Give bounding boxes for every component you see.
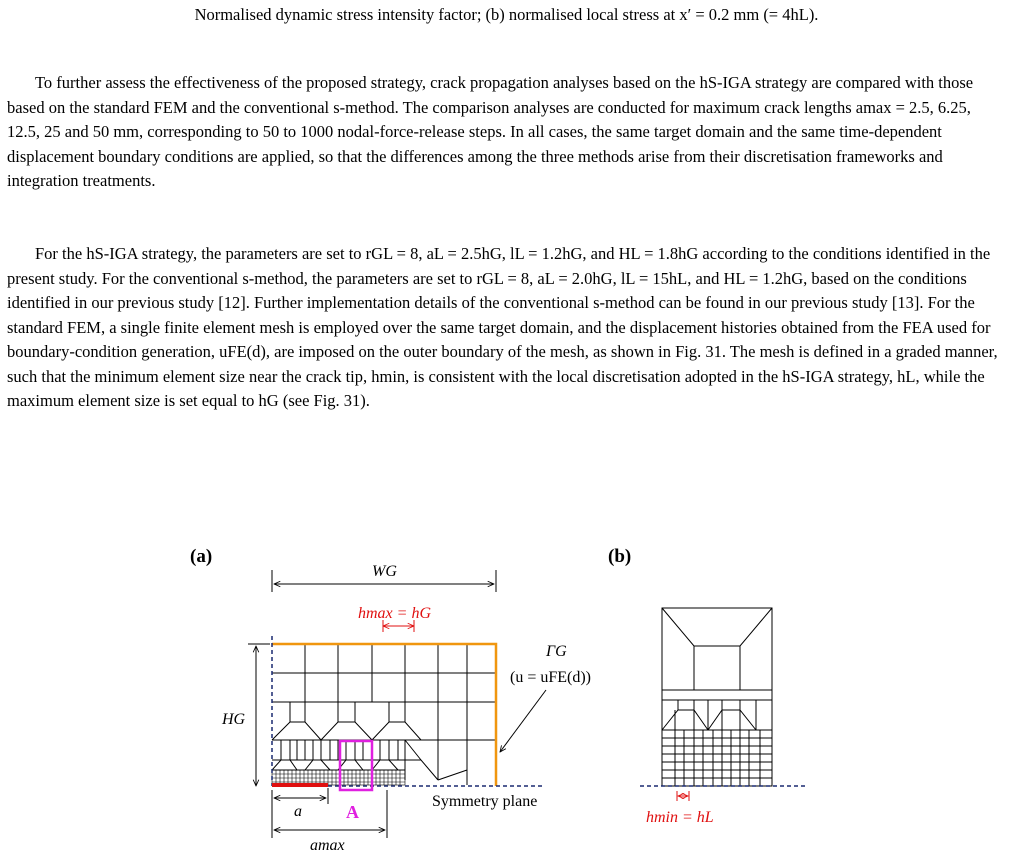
outer-boundary bbox=[272, 644, 496, 786]
figure-caption-tail bbox=[0, 4, 1013, 26]
paragraph-1-text: To further assess the effectiveness of the proposed strategy, crack propagation analyses based on the hS-IGA strategy are compared with those based on the standard FEM and the conventional s-method. The comparison analyses are conducted for maximum crack lengths amax = 2.5, 6.25, 12.5, 25 and 50 mm, corresponding to 50 to 1000 nodal-force-release steps. In all cases, the same target domain and the same time-dependent displacement boundary conditions are applied, so that the differences among the three methods arise from their discretisation frameworks and integration treatments. bbox=[7, 73, 974, 190]
crack-label: a bbox=[294, 803, 302, 820]
bc-label: (u = uFE(d)) bbox=[510, 669, 592, 686]
bc-pointer bbox=[500, 690, 546, 752]
width-label: WG bbox=[372, 563, 397, 580]
hmin-label: hmin = hL bbox=[646, 809, 714, 826]
caption-text: Normalised dynamic stress intensity factor; (b) normalised local stress at x′ = 0.2 mm (= 4hL). bbox=[194, 5, 819, 24]
height-label: HG bbox=[222, 711, 246, 728]
figure-31-svg bbox=[0, 540, 1013, 856]
hmax-label: hmax = hG bbox=[358, 605, 432, 622]
zoom-label: A bbox=[346, 802, 359, 822]
mesh-a-fine bbox=[272, 770, 405, 785]
paragraph-parameters bbox=[7, 242, 1006, 414]
paragraph-2-text: For the hS-IGA strategy, the parameters are set to rGL = 8, aL = 2.5hG, lL = 1.2hG, and HL = 1.8hG according to the conditions identified in the present study. For the conventional s-method, the parameters are set to rGL = 8, aL = 2.0hG, lL = 15hL, and HL = 1.2hG, based on the conditions identified in our previous study [12]. Further implementation details of the conventional s-method can be found in our previous study [13]. For the standard FEM, a single finite element mesh is employed over the same target domain, and the displacement histories obtained from the FEA used for boundary-condition generation, uFE(d), are imposed on the outer boundary of the mesh, as shown in Fig. 31. The mesh is defined in a graded manner, such that the minimum element size near the crack tip, hmin, is consistent with the local discretisation adopted in the hS-IGA strategy, hL, while the maximum element size is set equal to hG (see Fig. 31). bbox=[7, 244, 998, 410]
symmetry-label: Symmetry plane bbox=[432, 793, 538, 810]
gamma-label: ΓG bbox=[546, 643, 567, 660]
amax-label: amax bbox=[310, 837, 345, 854]
paragraph-comparison bbox=[7, 71, 1006, 194]
figure-31 bbox=[0, 540, 1013, 856]
mesh-b bbox=[662, 608, 772, 786]
panel-a-label: (a) bbox=[190, 546, 213, 567]
panel-b-label: (b) bbox=[608, 546, 632, 567]
mesh-a bbox=[272, 644, 496, 785]
